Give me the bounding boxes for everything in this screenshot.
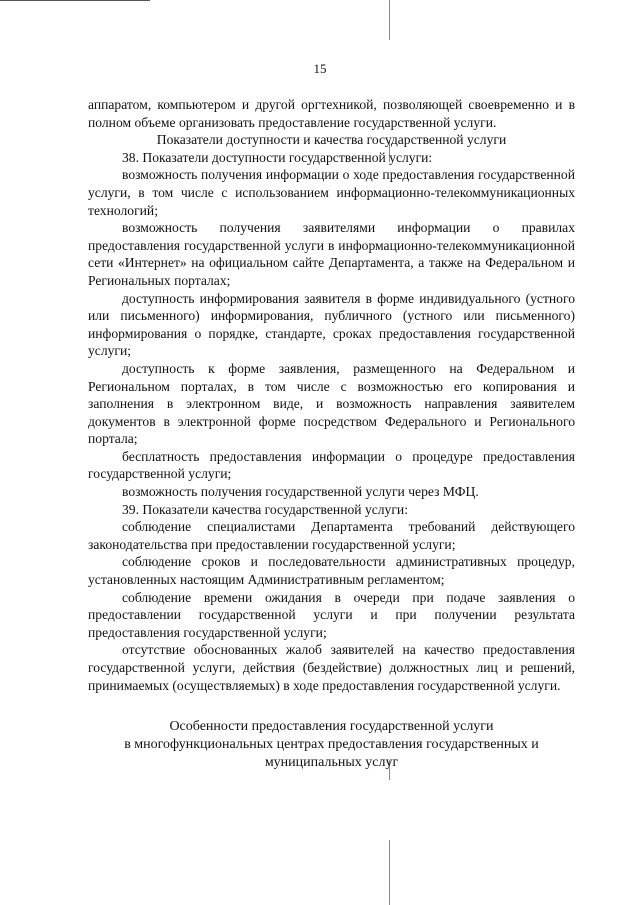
paragraph: возможность получения информации о ходе предоставления государственной услуги, в том числе с использованием информационно-телекоммуникационных технологий;	[88, 167, 575, 218]
paragraph: 39. Показатели качества государственной услуги:	[122, 501, 408, 517]
paragraph: соблюдение специалистами Департамента требований действующего законодательства при предоставлении государственной услуги;	[88, 519, 575, 552]
scan-artifact-vertical	[389, 840, 390, 905]
paragraph: отсутствие обоснованных жалоб заявителей на качество предоставления государственной услуги, действия (бездействие) должностных лиц и решений, принимаемых (осуществляемых) в ходе предоставления государственной услуги.	[88, 642, 575, 693]
intro-paragraph: аппаратом, компьютером и другой оргтехникой, позволяющей своевременно и в полном объеме организовать предоставление государственной услуги.	[88, 97, 575, 130]
paragraph: возможность получения государственной услуги через МФЦ.	[122, 484, 479, 500]
paragraph: бесплатность предоставления информации о процедуре предоставления государственной услуги;	[88, 448, 575, 482]
section-heading-mfc	[88, 718, 575, 772]
paragraph: доступность к форме заявления, размещенного на Федеральном и Региональном порталах, в том числе с возможностью его копирования и заполнения в электронном виде, и возможность направления заявителем документов в электронной форме посредством Федерального и Регионального портала;	[88, 360, 575, 447]
document-body	[88, 96, 575, 772]
section-heading-line: Особенности предоставления государственной услуги	[169, 719, 494, 735]
scan-artifact-top	[0, 0, 150, 1]
page-number: 15	[313, 61, 327, 76]
paragraph: соблюдение сроков и последовательности административных процедур, установленных настоящим Административным регламентом;	[88, 554, 575, 588]
paragraph: 38. Показатели доступности государственной услуги:	[122, 149, 433, 165]
paragraph: возможность получения заявителями информации о правилах предоставления государственной услуги в информационно-телекоммуникационной сети «Интернет» на официальном сайте Департамента, а также на Федеральном и Региональных порталах;	[88, 220, 575, 288]
paragraph: соблюдение времени ожидания в очереди при подаче заявления о предоставлении государственной услуги и при получении результата предоставления государственной услуги;	[88, 589, 575, 640]
section-heading-line: в многофункциональных центрах предоставления государственных и	[124, 737, 539, 753]
section-heading-line: муниципальных услуг	[264, 755, 399, 771]
section-heading-accessibility: Показатели доступности и качества государственной услуги	[156, 132, 507, 148]
scan-artifact-vertical	[389, 0, 390, 40]
paragraph: доступность информирования заявителя в форме индивидуального (устного или письменного) информирования, публичного (устного или письменного) информирования о порядке, стандарте, сроках предоставления государственной услуги;	[88, 290, 575, 359]
